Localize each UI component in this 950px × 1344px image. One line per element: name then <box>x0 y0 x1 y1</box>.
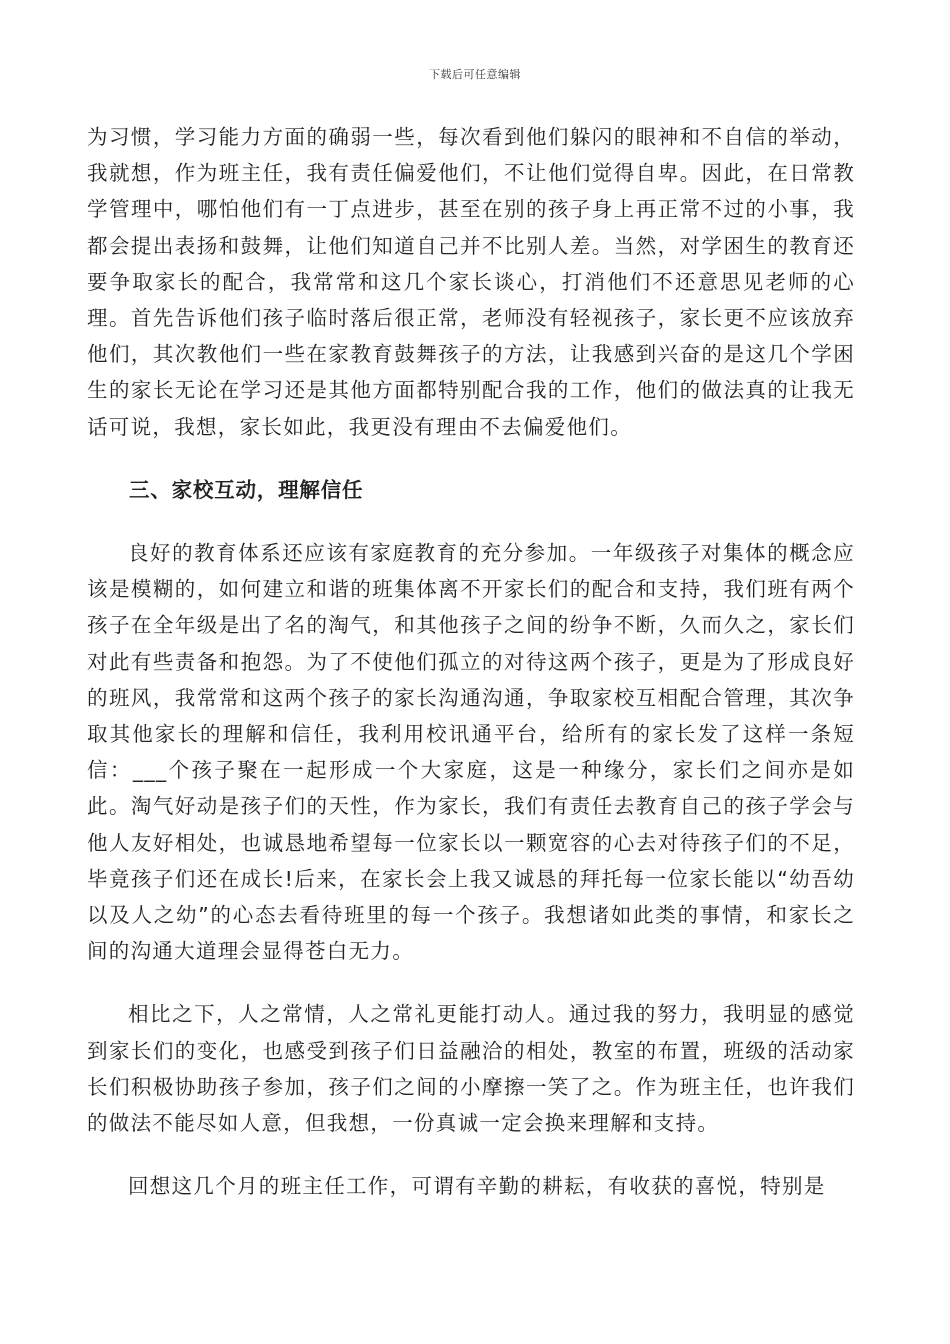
document-body <box>87 119 855 1204</box>
paragraph-2: 良好的教育体系还应该有家庭教育的充分参加。一年级孩子对集体的概念应该是模糊的，如何建立和谐的班集体离不开家长们的配合和支持，我们班有两个孩子在全年级是出了名的淘气，和其他孩子之间的纷争不断，久而久之，家长们对此有些责备和抱怨。为了不使他们孤立的对待这两个孩子，更是为了形成良好的班风，我常常和这两个孩子的家长沟通沟通，争取家校互相配合管理，其次争取其他家长的理解和信任，我利用校讯通平台，给所有的家长发了这样一条短信：___个孩子聚在一起形成一个大家庭，这是一种缘分，家长们之间亦是如此。淘气好动是孩子们的天性，作为家长，我们有责任去教育自己的孩子学会与他人友好相处，也诚恳地希望每一位家长以一颗宽容的心去对待孩子们的不足，毕竟孩子们还在成长!后来，在家长会上我又诚恳的拜托每一位家长能以“幼吾幼以及人之幼”的心态去看待班里的每一个孩子。我想诸如此类的事情，和家长之间的沟通大道理会显得苍白无力。 <box>87 541 855 964</box>
page-header: 下载后可任意编辑 <box>429 68 521 81</box>
paragraph-4: 回想这几个月的班主任工作，可谓有辛勤的耕耘，有收获的喜悦，特别是 <box>128 1174 826 1199</box>
section-heading-3: 三、家校互动，理解信任 <box>129 477 364 502</box>
paragraph-3: 相比之下，人之常情，人之常礼更能打动人。通过我的努力，我明显的感觉到家长们的变化，也感受到孩子们日益融洽的相处，教室的布置，班级的活动家长们积极协助孩子参加，孩子们之间的小摩擦一笑了之。作为班主任，也许我们的做法不能尽如人意，但我想，一份真诚一定会换来理解和支持。 <box>87 1002 855 1136</box>
paragraph-1: 为习惯，学习能力方面的确弱一些，每次看到他们躲闪的眼神和不自信的举动，我就想，作为班主任，我有责任偏爱他们，不让他们觉得自卑。因此，在日常教学管理中，哪怕他们有一丁点进步，甚至在别的孩子身上再正常不过的小事，我都会提出表扬和鼓舞，让他们知道自己并不比别人差。当然，对学困生的教育还要争取家长的配合，我常常和这几个家长谈心，打消他们不还意思见老师的心理。首先告诉他们孩子临时落后很正常，老师没有轻视孩子，家长更不应该放弃他们，其次教他们一些在家教育鼓舞孩子的方法，让我感到兴奋的是这几个学困生的家长无论在学习还是其他方面都特别配合我的工作，他们的做法真的让我无话可说，我想，家长如此，我更没有理由不去偏爱他们。 <box>87 125 855 439</box>
